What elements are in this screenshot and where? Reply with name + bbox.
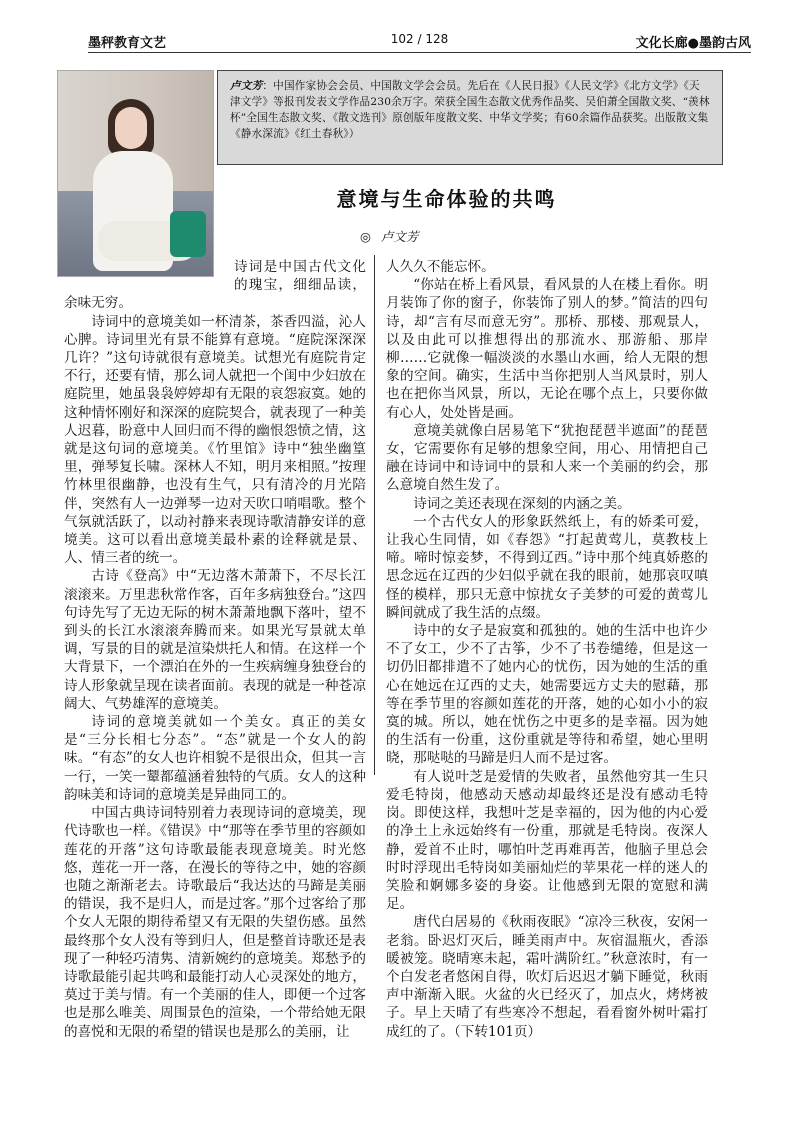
- page-header: [88, 30, 751, 53]
- author-bio-box: [217, 70, 723, 165]
- left-column: [64, 258, 366, 1041]
- paragraph: 一个古代女人的形象跃然纸上，有的娇柔可爱，让我心生同情，如《春怨》“打起黄莺儿，莫教枝上啼。啼时惊妾梦，不得到辽西。”诗中那个纯真娇憨的思念远在辽西的少妇似乎就在我的眼前，她那哀叹嗔怪的模样，那只无意中惊扰女子美梦的可爱的黄莺儿瞬间就成了我生活的点缀。: [386, 513, 708, 621]
- byline-author: 卢文芳: [380, 229, 419, 244]
- article-title: 意境与生命体验的共鸣: [336, 187, 557, 211]
- paragraph: 诗词之美还表现在深刻的内涵之美。: [413, 495, 631, 512]
- page-number: 102 / 128: [390, 32, 449, 46]
- paragraph: 诗词中的意境美如一杯清茶，茶香四溢，沁人心脾。诗词里光有景不能算有意境。“庭院深深深几许？”这句诗就很有意境美。试想光有庭院肯定不行，还要有情，那么词人就把一个闺中少妇放在庭院里，她虽袅袅婷婷却有无限的哀怨寂寞。她的这种情怀刚好和深深的庭院契合，就表现了一种美人迟暮，盼意中人回归而不得的幽恨怨愤之情，这就是这句词的意境美。《竹里馆》诗中“独坐幽篁里，弹琴复长啸。深林人不知，明月来相照。”按理竹林里很幽静，也没有生气，只有清冷的月光陪伴，突然有人一边弹琴一边对天吹口哨唱歌。整个气氛就活跃了，以动衬静来表现诗歌清静安详的意境美。这可以看出意境美最朴素的诠释就是景、人、情三者的统一。: [64, 313, 366, 567]
- byline-mark: ◎: [360, 229, 371, 244]
- section-name: 文化长廊●墨韵古风: [635, 36, 751, 51]
- paragraph: 唐代白居易的《秋雨夜眠》“凉冷三秋夜，安闲一老翁。卧迟灯灭后，睡美雨声中。灰宿温瓶火，香添暖被笼。晓晴寒未起，霜叶满阶红。”秋意浓时，有一个白发老者悠闲自得，吹灯后迟迟才躺下睡觉，秋雨声中渐渐入眠。火盆的火已经灭了，加点火，烤烤被子。早上天晴了有些寒冷不想起，看看窗外树叶霜打成红的了。（下转101页）: [386, 914, 708, 1040]
- paragraph: 有人说叶芝是爱情的失败者，虽然他穷其一生只爱毛特岗，他感动天感动却最终还是没有感动毛特岗。即使这样，我想叶芝是幸福的，因为他的内心爱的净土上永远始终有一份重，那就是毛特岗。夜深人静，爱首不止时，哪怕叶芝再难再苦，他脑子里总会时时浮现出毛特岗如美丽灿烂的苹果花一样的迷人的笑脸和婀娜多姿的身姿。让他感到无限的宽慰和满足。: [386, 768, 708, 913]
- paragraph: 古诗《登高》中“无边落木萧萧下，不尽长江滚滚来。万里悲秋常作客，百年多病独登台。”这四句诗先写了无边无际的树木萧萧地飘下落叶，望不到头的长江水滚滚奔腾而来。如果光写景就太单调，写景的目的就是渲染烘托人和情。在这样一个大背景下，一个漂泊在外的一生疾病缠身独登台的诗人形象就呈现在读者面前。表现的就是一种苍凉阔大、气势雄浑的意境美。: [64, 568, 366, 712]
- article-byline: [360, 227, 418, 245]
- bio-author-name: 卢文芳: [230, 80, 263, 92]
- paragraph: 人久久不能忘怀。: [386, 259, 495, 275]
- right-column: [386, 258, 708, 1041]
- magazine-name: 墨秤教育文艺: [88, 36, 167, 51]
- bio-text: ：中国作家协会会员、中国散文学会会员。先后在《人民日报》《人民文学》《北方文学》《天津文学》等报刊发表文学作品230余万字。荣获全国生态散文优秀作品奖、吴伯萧全国散文奖、“羡林杯”全国生态散文奖、《散文选刊》原创版年度散文奖、中华文学奖；有60余篇作品获奖。出版散文集《静水深流》《红土春秋》）: [230, 80, 710, 140]
- paragraph: 意境美就像白居易笔下“犹抱琵琶半遮面”的琵琶女，它需要你有足够的想象空间，用心、用情把自己融在诗词中和诗词中的景和人来一个美丽的约会，那么意境自然生发了。: [386, 422, 708, 494]
- paragraph: 诗词的意境美就如一个美女。真正的美女是“三分长相七分态”。“态”就是一个女人的韵味。“有态”的女人也许相貌不是很出众，但其一言一行，一笑一颦都蕴涵着独特的气质。女人的这种韵味美和诗词的意境美是异曲同工的。: [64, 714, 366, 803]
- column-divider: [374, 255, 375, 775]
- paragraph: 中国古典诗词特别着力表现诗词的意境美，现代诗歌也一样。《错误》中“那等在季节里的容颜如莲花的开落”这句诗歌最能表现意境美。时光悠悠，莲花一开一落，在漫长的等待之中，她的容颜也随之渐渐老去。诗歌最后“我达达的马蹄是美丽的错误，我不是归人，而是过客。”那个过客给了那个女人无限的期待希望又有无限的失望伤感。虽然最终那个女人没有等到归人，但是整首诗歌还是表现了一种轻巧清隽、清新婉约的意境美。郑愁予的诗歌最能引起共鸣和最能打动人心灵深处的地方，莫过于美与情。有一个美丽的佳人，即便一个过客也是那么唯美、周围景色的渲染，一个带给她无限的喜悦和无限的希望的错误也是那么的美丽，让: [64, 805, 366, 1040]
- paragraph: 诗中的女子是寂寞和孤独的。她的生活中也许少不了女工，少不了古筝，少不了书卷缱绻，但是这一切仍旧都排遣不了她内心的忧伤，因为她的生活的重心在她远在辽西的丈夫，她需要远方丈夫的慰藉，那等在季节里的容颜如莲花的开落，她的心如小小的寂寞的城。所以，她在忧伤之中更多的是幸福。因为她的生活有一份重，这份重就是等待和希望，她心里明晓，那哒哒的马蹄是归人而不是过客。: [386, 623, 708, 767]
- paragraph: “你站在桥上看风景，看风景的人在楼上看你。明月装饰了你的窗子，你装饰了别人的梦。”简洁的四句诗，却“言有尽而意无穷”。那桥、那楼、那观景人，以及由此可以推想得出的那流水、那游船、那岸柳……它就像一幅淡淡的水墨山水画，给人无限的想象的空间。确实，生活中当你把别人当风景时，别人也在把你当风景，所以，无论在哪个点上，只要你做有心人，处处皆是画。: [386, 277, 708, 421]
- author-photo: [57, 70, 214, 277]
- left-first-paragraph: 诗词是中国古代文化的瑰宝，细细品读，余味无穷。: [64, 259, 366, 312]
